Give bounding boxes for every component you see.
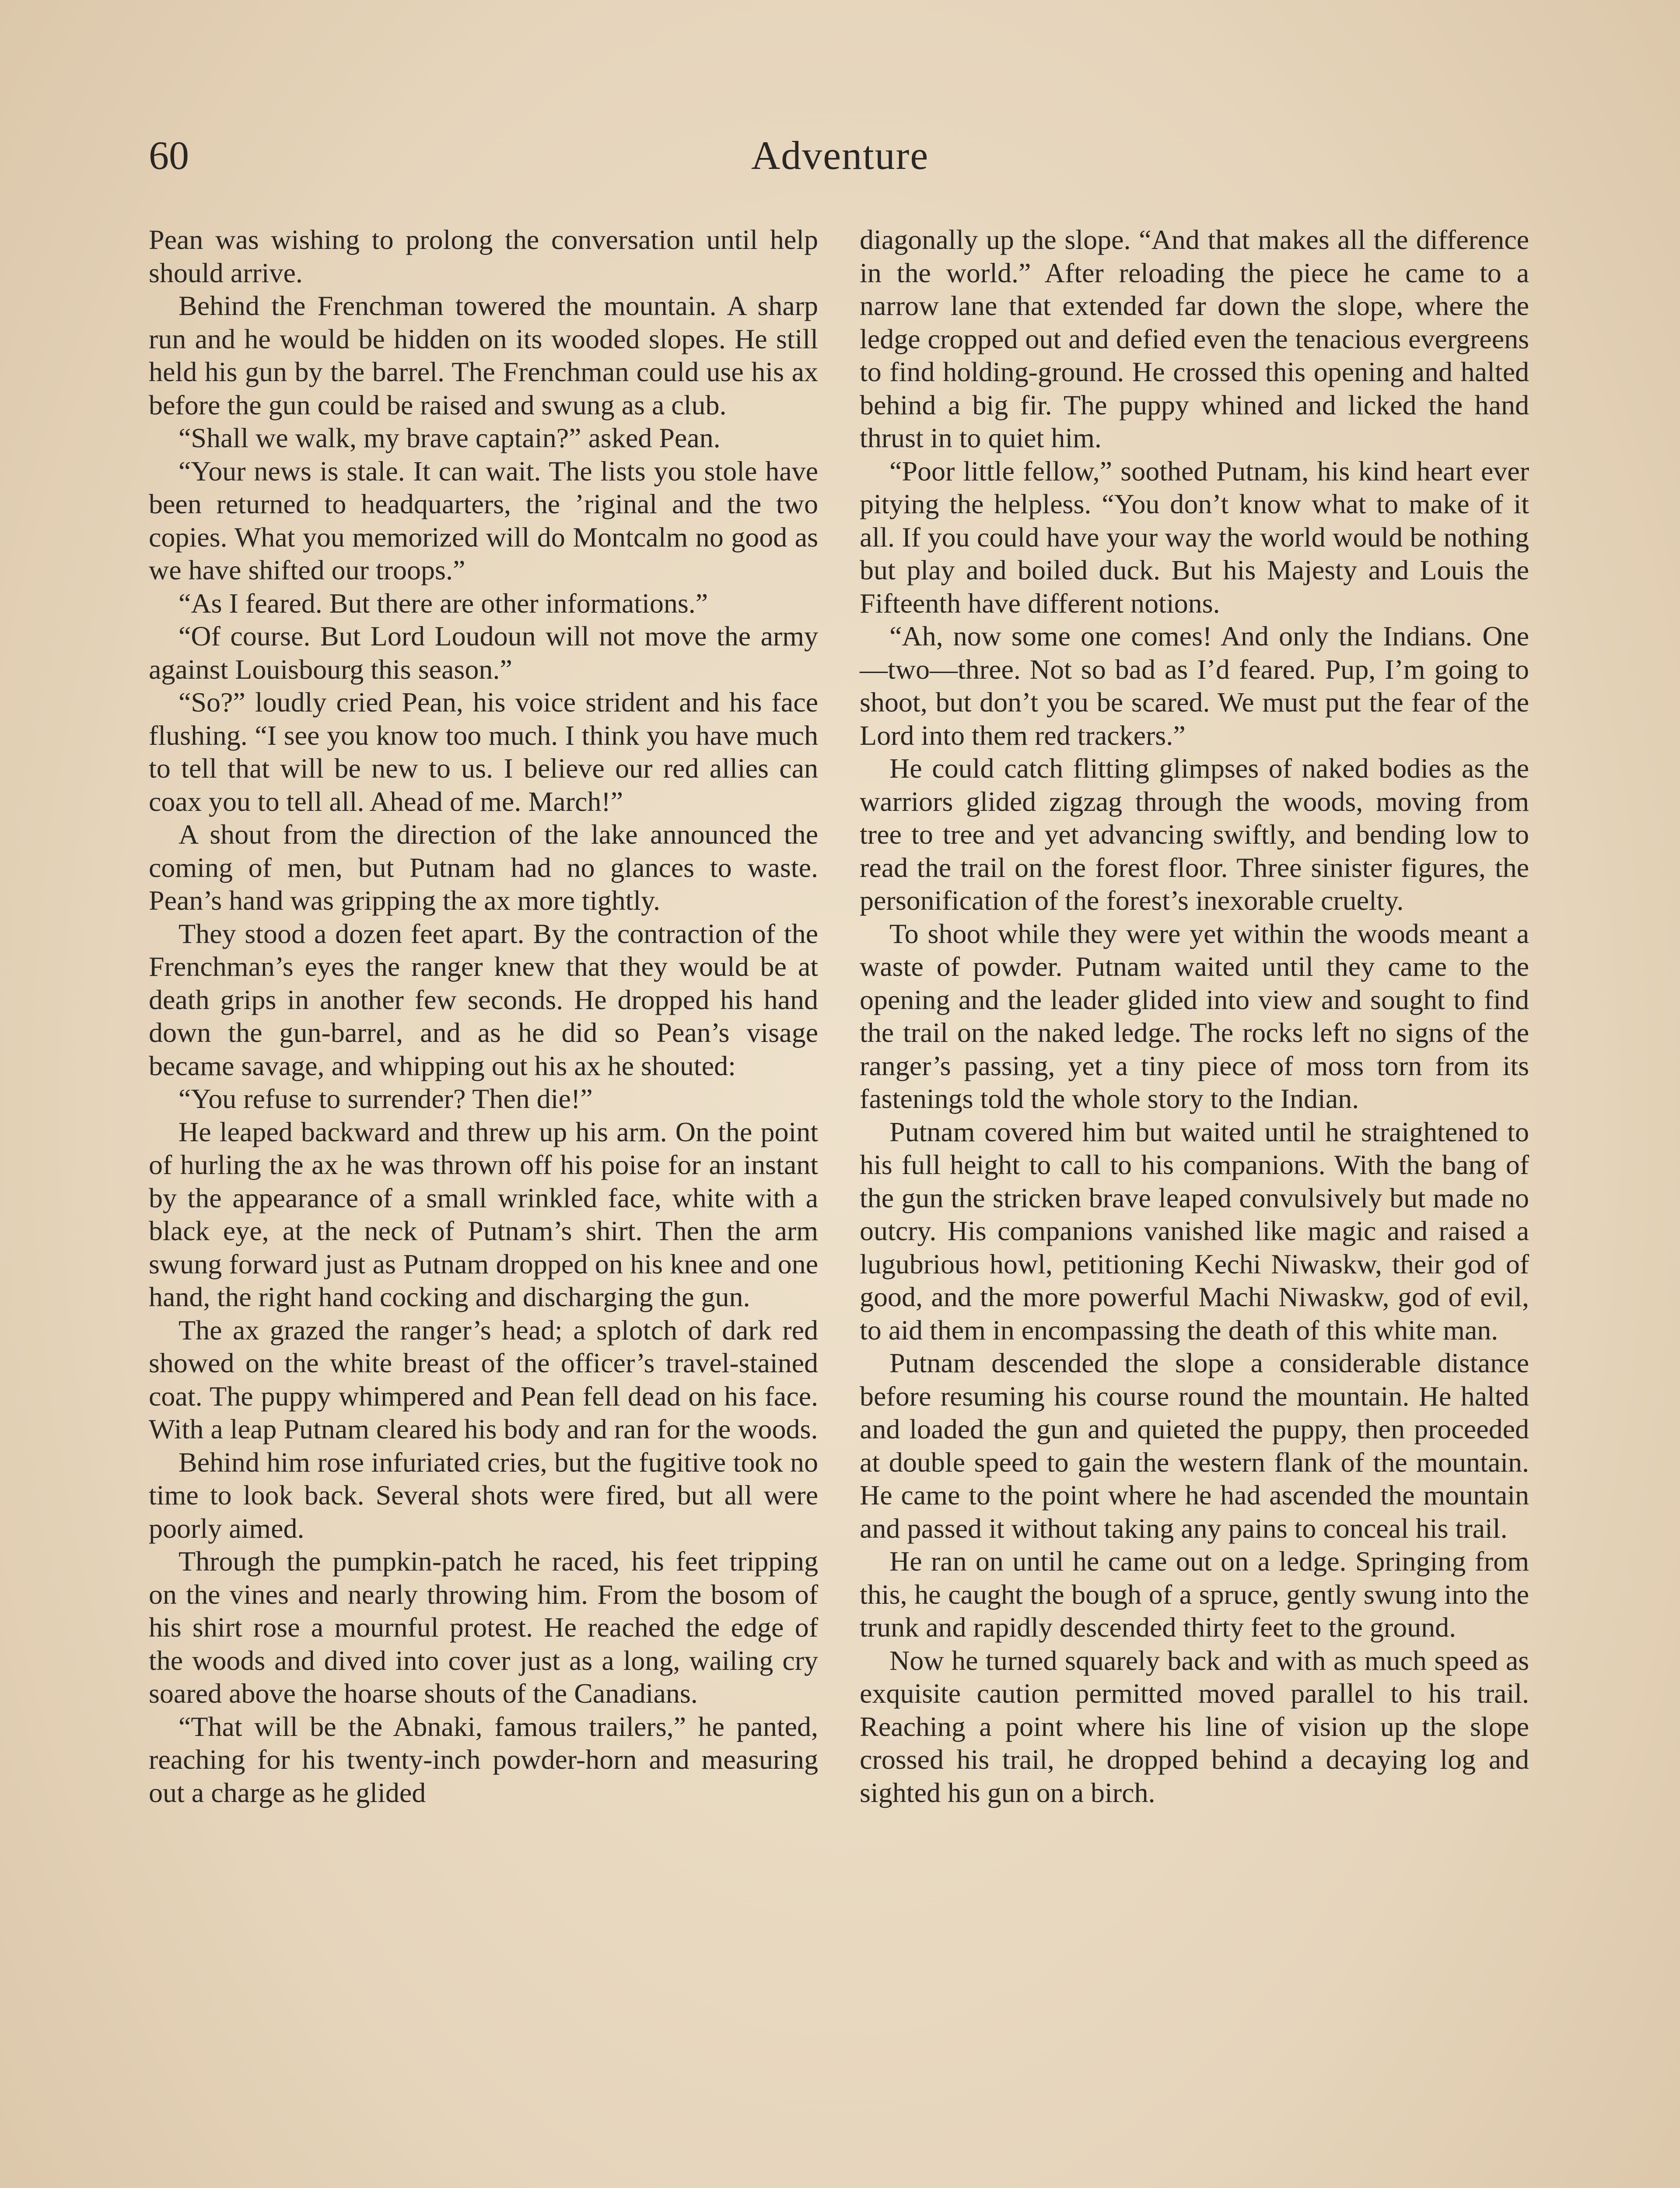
paragraph: Putnam descended the slope a considerable distance before resuming his course round the mountain. He halted and loaded the gun and quieted the puppy, then proceeded at double speed to gain the western flank of the mountain. He came to the point where he had ascended the mountain and passed it without taking any pains to conceal his trail. [860,1347,1529,1544]
paragraph: “As I feared. But there are other informations.” [178,587,708,619]
right-column [860,223,1529,1809]
paragraph: Behind him rose infuriated cries, but the fugitive took no time to look back. Several shots were fired, but all were poorly aimed. [149,1446,818,1544]
paragraph: Behind the Frenchman towered the mountain. A sharp run and he would be hidden on its wooded slopes. He still held his gun by the barrel. The Frenchman could use his ax before the gun could be raised and swung as a club. [149,290,818,421]
paragraph: diagonally up the slope. “And that makes all the difference in the world.” After reloading the piece he came to a narrow lane that extended far down the slope, where the ledge cropped out and defied even the tenacious evergreens to find holding-ground. He crossed this opening and halted behind a big fir. The puppy whined and licked the hand thrust in to quiet him. [860,224,1529,453]
paragraph: Pean was wishing to prolong the conversation until help should arrive. [149,224,818,288]
paragraph: He could catch flitting glimpses of naked bodies as the warriors glided zigzag through the woods, moving from tree to tree and yet advancing swiftly, and bending low to read the trail on the forest floor. Three sinister figures, the personification of the forest’s inexorable cruelty. [860,753,1529,916]
paragraph: To shoot while they were yet within the woods meant a waste of powder. Putnam waited until they came to the opening and the leader glided into view and sought to find the trail on the naked ledge. The rocks left no signs of the ranger’s passing, yet a tiny piece of moss torn from its fastenings told the whole story to the Indian. [860,918,1529,1114]
paragraph: They stood a dozen feet apart. By the contraction of the Frenchman’s eyes the ranger knew that they would be at death grips in another few seconds. He dropped his hand down the gun-barrel, and as he did so Pean’s visage became savage, and whipping out his ax he shouted: [149,918,818,1081]
paragraph: Now he turned squarely back and with as much speed as exquisite caution permitted moved parallel to his trail. Reaching a point where his line of vision up the slope crossed his trail, he dropped behind a decaying log and sighted his gun on a birch. [860,1645,1529,1808]
paragraph: “That will be the Abnaki, famous trailers,” he panted, reaching for his twenty-inch powder-horn and measuring out a charge as he glided [149,1711,818,1808]
running-title: Adventure [751,133,929,178]
paragraph: “Shall we walk, my brave captain?” asked Pean. [178,422,721,453]
paragraph: A shout from the direction of the lake announced the coming of men, but Putnam had no glances to waste. Pean’s hand was gripping the ax more tightly. [149,819,818,916]
paragraph: “Of course. But Lord Loudoun will not move the army against Louisbourg this season.” [149,621,818,685]
page-header [149,127,1531,188]
paragraph: He leaped backward and threw up his arm. On the point of hurling the ax he was thrown off his poise for an instant by the appearance of a small wrinkled face, white with a black eye, at the neck of Putnam’s shirt. Then the arm swung forward just as Putnam dropped on his knee and one hand, the right hand cocking and discharging the gun. [149,1116,818,1312]
paragraph: “So?” loudly cried Pean, his voice strident and his face flushing. “I see you know too much. I think you have much to tell that will be new to us. I believe our red allies can coax you to tell all. Ahead of me. March!” [149,687,818,817]
paragraph: “Your news is stale. It can wait. The lists you stole have been returned to headquarters, the ’riginal and the two copies. What you memorized will do Montcalm no good as we have shifted our troops.” [149,455,818,586]
paragraph: “Ah, now some one comes! And only the Indians. One—two—three. Not so bad as I’d feared. Pup, I’m going to shoot, but don’t you be scared. We must put the fear of the Lord into them red trackers.” [860,621,1529,751]
paragraph: The ax grazed the ranger’s head; a splotch of dark red showed on the white breast of the officer’s travel-stained coat. The puppy whimpered and Pean fell dead on his face. With a leap Putnam cleared his body and ran for the woods. [149,1314,818,1445]
paragraph: Through the pumpkin-patch he raced, his feet tripping on the vines and nearly throwing him. From the bosom of his shirt rose a mournful protest. He reached the edge of the woods and dived into cover just as a long, wailing cry soared above the hoarse shouts of the Canadians. [149,1546,818,1709]
paragraph: “You refuse to surrender? Then die!” [178,1083,593,1114]
paragraph: He ran on until he came out on a ledge. Springing from this, he caught the bough of a spruce, gently swung into the trunk and rapidly descended thirty feet to the ground. [860,1546,1529,1643]
page-number: 60 [149,133,189,178]
paragraph: “Poor little fellow,” soothed Putnam, his kind heart ever pitying the helpless. “You don’t know what to make of it all. If you could have your way the world would be nothing but play and boiled duck. But his Majesty and Louis the Fifteenth have different notions. [860,455,1529,619]
paragraph: Putnam covered him but waited until he straightened to his full height to call to his companions. With the bang of the gun the stricken brave leaped convulsively but made no outcry. His companions vanished like magic and raised a lugubrious howl, petitioning Kechi Niwaskw, their god of good, and the more powerful Machi Niwaskw, god of evil, to aid them in encompassing the death of this white man. [860,1116,1529,1346]
left-column [149,223,818,1809]
